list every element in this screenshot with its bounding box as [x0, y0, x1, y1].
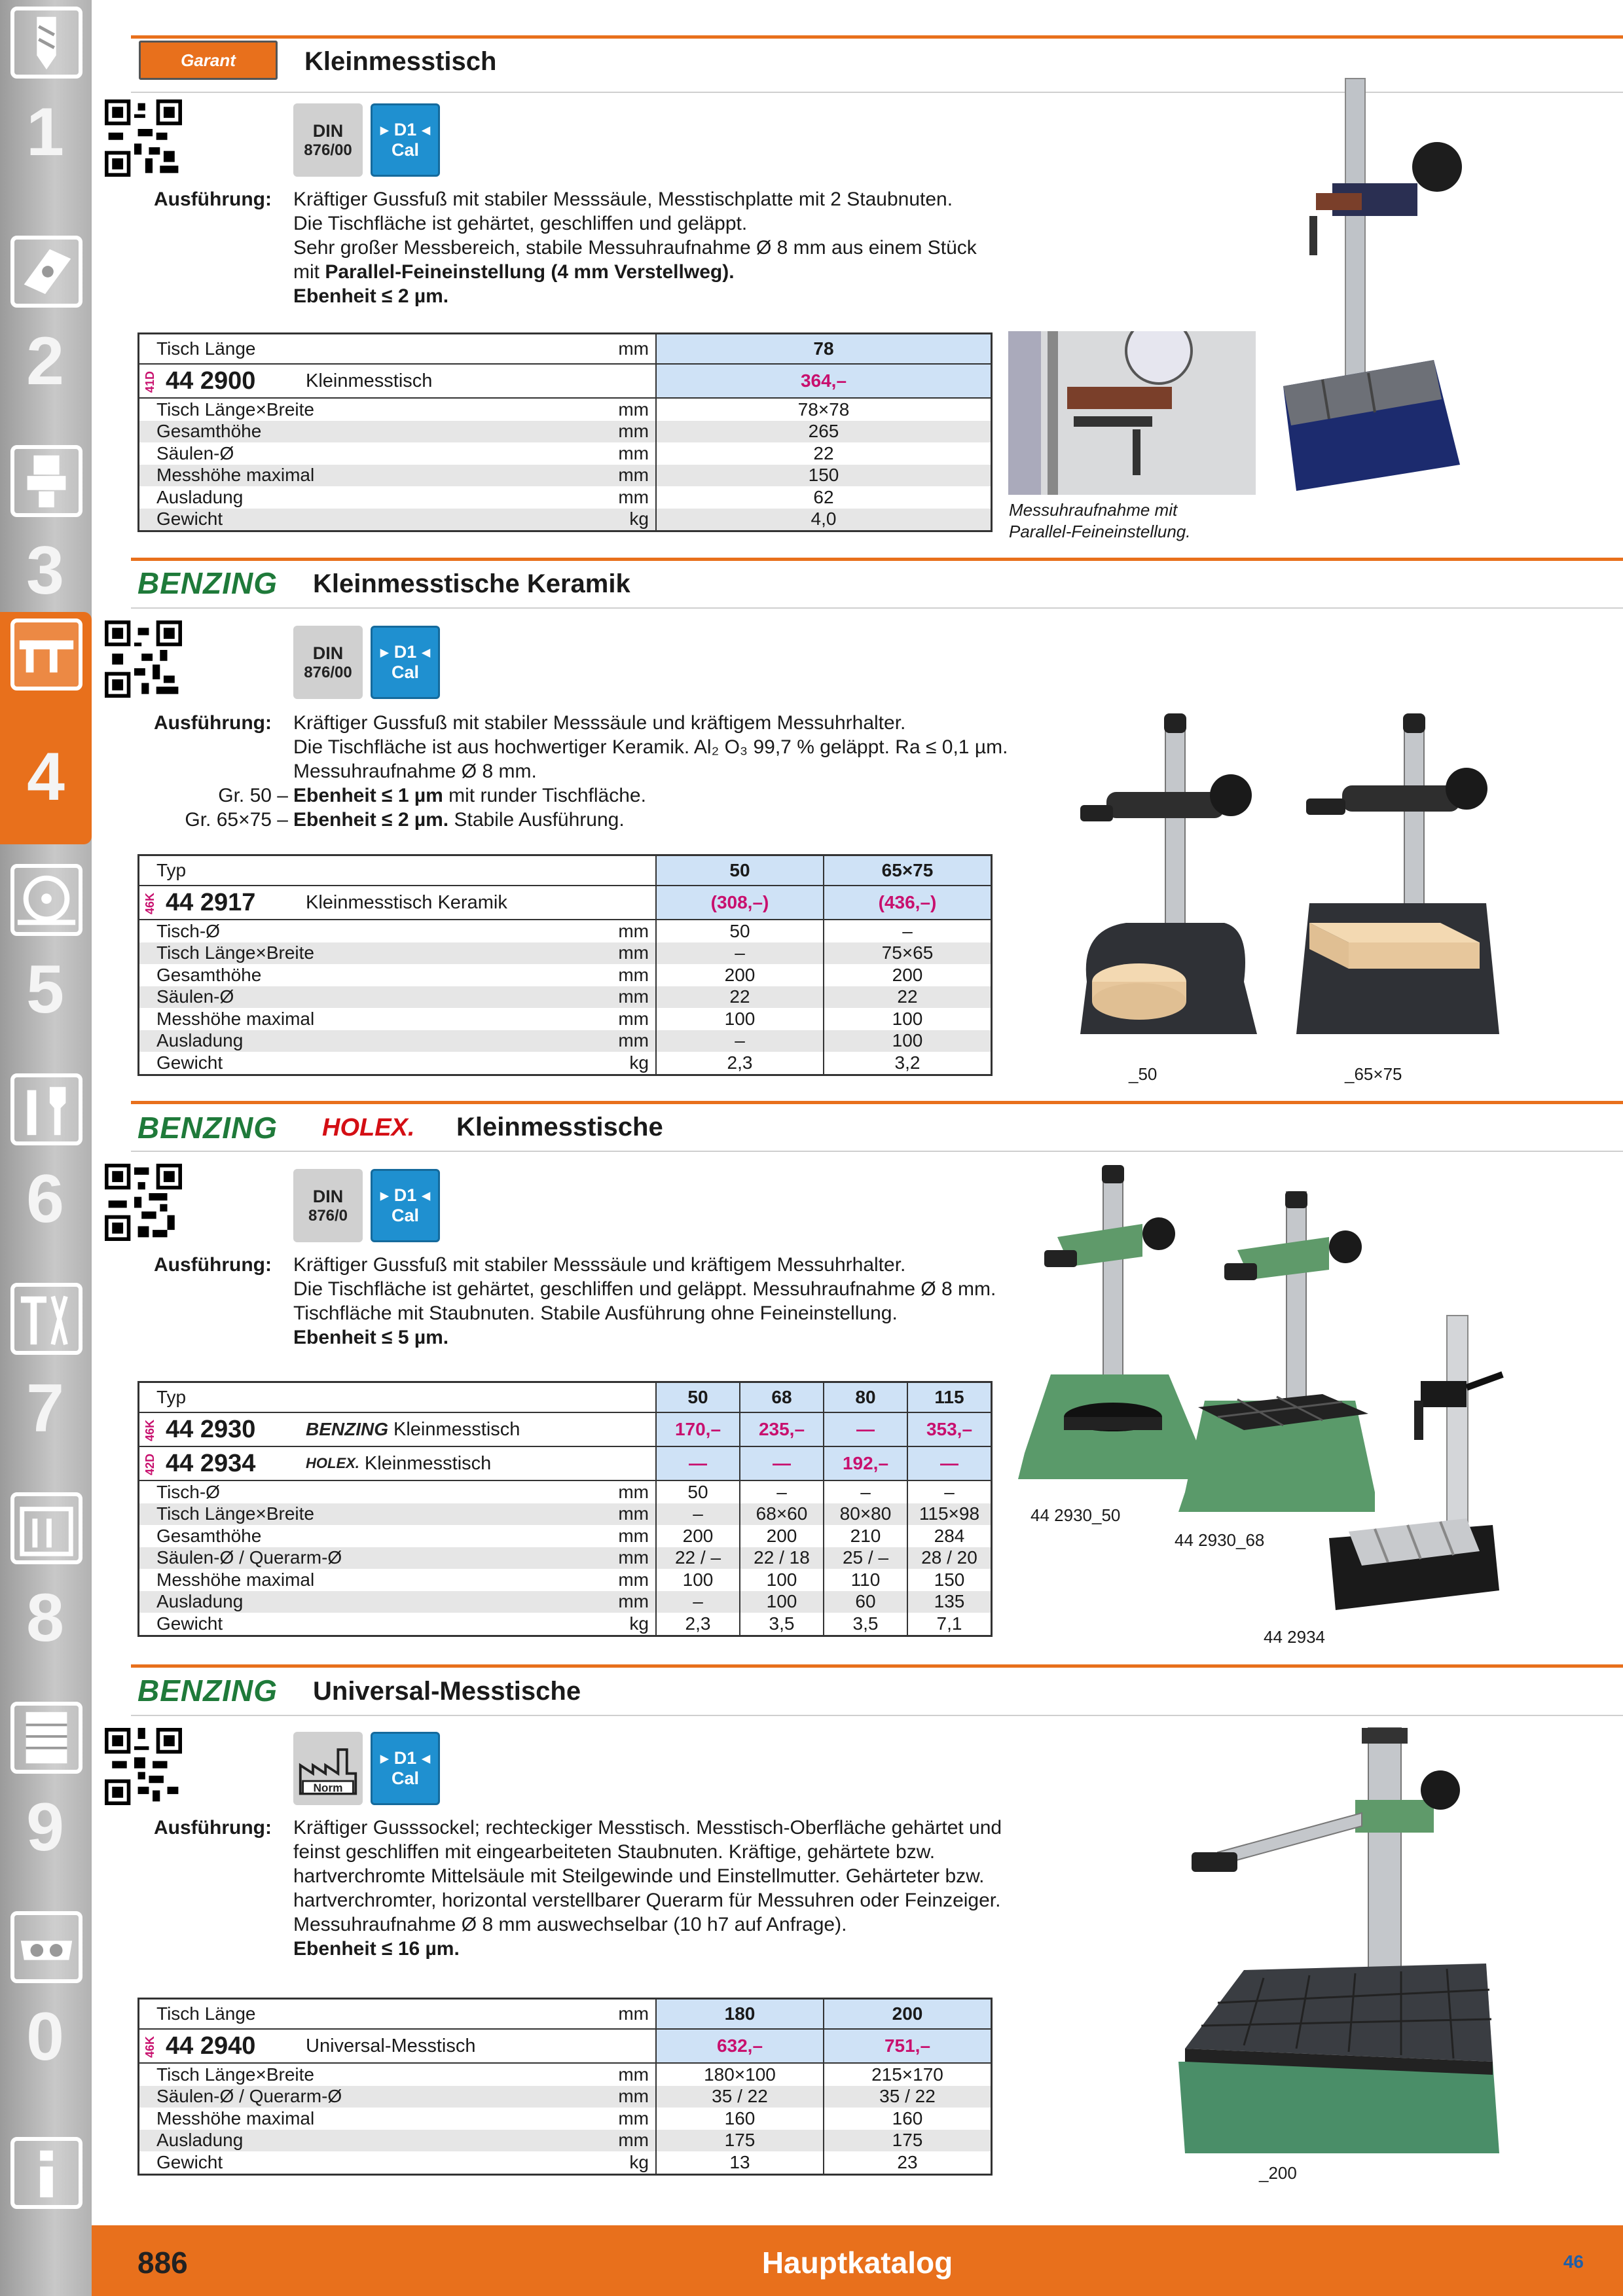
price: 751,– [823, 2030, 991, 2062]
spec-table: Typ 50 65×75 46K 44 2917 Kleinmesstisch Keramik (308,–) (436,–) Tisch-Ø mm 50 – Tisch Länge×Breite mm – 75×65 Gesamthöhe mm 200 200 Säulen-Ø mm 22 22 Messhöhe maximal mm 100 100 Ausladung mm – 100 Gewicht kg 2,3 3,2 [137, 854, 993, 1076]
chapter-tab-2[interactable] [5, 229, 85, 439]
catalog-title: Hauptkatalog [761, 2246, 953, 2280]
spec-table: Typ 50 68 80 115 46K 44 2930 BENZING Kleinmesstisch 170,– 235,– — 353,– 42D 44 2934 HOLEX. Kleinmesstisch — — 192,– — Tisch-Ø mm 50 – – – Tisch Länge×Breite mm – 68×60 80×80 115×98 Gesamthöhe mm 200 200 210 284 Säulen-Ø / Querarm-Ø mm 22 / – 22 / 18 25 / – 28 / 20 Messhöhe maximal mm 100 100 110 150 Ausladung mm – 100 60 135 Gewicht kg 2,3 3,5 3,5 7,1 [137, 1381, 993, 1637]
size-notes: Ebenheit ≤ 1 µm mit runder Tischfläche. Ebenheit ≤ 2 µm. Stabile Ausführung. [293, 785, 646, 831]
chapter-number: 7 [26, 1371, 64, 1446]
price: (308,–) [655, 886, 823, 919]
section-rule [131, 558, 1623, 561]
chapter-number: 8 [26, 1580, 64, 1656]
holex-logo: HOLEX. [322, 1114, 415, 1141]
section-divider [131, 1151, 1623, 1152]
price: 632,– [655, 2030, 823, 2062]
size-note-labels: Gr. 50 – Gr. 65×75 – [185, 785, 288, 831]
section-divider [131, 1715, 1623, 1716]
chapter-tab-7[interactable] [5, 1276, 85, 1486]
chapter-number: 4 [27, 739, 65, 815]
section-divider [131, 607, 1623, 609]
qr-code-icon[interactable] [105, 1164, 182, 1241]
chapter-number: 6 [26, 1161, 64, 1237]
article-row[interactable]: 41D 44 2900 Kleinmesstisch 364,– [139, 365, 991, 399]
price: — [739, 1447, 823, 1480]
price: 353,– [907, 1413, 991, 1446]
detail-photo-fine-adjustment [1008, 331, 1256, 495]
section-rule [131, 35, 1623, 39]
product-image-keramik-50 [1067, 707, 1264, 1047]
price: — [823, 1413, 907, 1446]
price: 170,– [655, 1413, 739, 1446]
product-image-keramik-65x75 [1290, 707, 1506, 1047]
garant-logo: Garant [139, 41, 278, 80]
calibration-badge: ▸ D1 ◂ Cal [371, 103, 440, 177]
price: 235,– [739, 1413, 823, 1446]
chapter-number: 9 [26, 1789, 64, 1865]
norm-badge-label: Norm [313, 1781, 343, 1795]
section-title: Kleinmesstisch [304, 47, 497, 76]
article-row[interactable]: 46K 44 2917 Kleinmesstisch Keramik (308,–) (436,–) [139, 886, 991, 920]
price: 192,– [823, 1447, 907, 1480]
price: — [907, 1447, 991, 1480]
product-image-universal-messtisch [1165, 1721, 1506, 2166]
drill-bit-icon [14, 10, 79, 75]
chapter-number: 1 [26, 94, 64, 170]
page-number: 886 [137, 2246, 188, 2280]
image-label: 44 2934 [1264, 1627, 1325, 1647]
section-rule [131, 1101, 1623, 1104]
page-ref[interactable]: 46 [1563, 2251, 1584, 2272]
safety-icon [14, 1915, 79, 1979]
calibration-badge: ▸ D1 ◂ Cal [371, 626, 440, 699]
ausfuehrung-label: Ausführung: [154, 1254, 272, 1276]
benzing-logo: BENZING [137, 566, 278, 600]
chapter-tab-0[interactable] [5, 1905, 85, 2114]
section-title: Kleinmesstische Keramik [313, 569, 630, 598]
info-icon [14, 2141, 79, 2205]
price: (436,–) [823, 886, 991, 919]
chapter-tab-info[interactable] [5, 2111, 85, 2296]
chapter-tab-1[interactable] [5, 0, 85, 209]
image-label: _200 [1259, 2163, 1297, 2183]
chapter-number: 3 [26, 533, 64, 609]
qr-code-icon[interactable] [105, 99, 182, 177]
chapter-tab-8[interactable] [5, 1486, 85, 1695]
article-row[interactable]: 46K 44 2930 BENZING Kleinmesstisch 170,– 235,– — 353,– [139, 1413, 991, 1447]
chapter-number: 2 [26, 323, 64, 399]
section-title: Kleinmesstische [456, 1113, 663, 1141]
chapter-tab-9[interactable] [5, 1695, 85, 1905]
image-label: _65×75 [1345, 1064, 1402, 1084]
ausfuehrung-label: Ausführung: [154, 188, 272, 210]
article-row[interactable]: 46K 44 2940 Universal-Messtisch 632,– 751,– [139, 2030, 991, 2064]
tool-case-icon [14, 1496, 79, 1560]
factory-icon [297, 1737, 359, 1800]
saw-blade-icon [14, 868, 79, 932]
insert-icon [14, 240, 79, 304]
ausfuehrung-label: Ausführung: [154, 1817, 272, 1839]
spec-table: Tisch Länge mm 78 41D 44 2900 Kleinmesstisch 364,– Tisch Länge×Breite mm 78×78 Gesamthöhe mm 265 Säulen-Ø mm 22 Messhöhe maximal mm 150 Ausladung mm 62 Gewicht kg 4,0 [137, 332, 993, 532]
section-rule [131, 1664, 1623, 1668]
product-image-442934 [1316, 1302, 1506, 1630]
chapter-sidebar [0, 0, 92, 2296]
wrench-icon [14, 1077, 79, 1141]
price: — [655, 1447, 739, 1480]
din-badge: DIN 876/0 [293, 1169, 363, 1242]
image-label: 44 2930_68 [1175, 1530, 1265, 1550]
image-label: 44 2930_50 [1030, 1505, 1121, 1525]
article-row[interactable]: 42D 44 2934 HOLEX. Kleinmesstisch — — 192,– — [139, 1447, 991, 1481]
calibration-badge: ▸ D1 ◂ Cal [371, 1169, 440, 1242]
description: Kräftiger Gussfuß mit stabiler Messsäule, Messtischplatte mit 2 Staubnuten. Die Tischfläche ist gehärtet, geschliffen und geläppt. Sehr großer Messbereich, stabile Messuhraufnahme Ø 8 mm aus einem Stück mit Parallel-Feineinstellung (4 mm Verstellweg). Ebenheit ≤ 2 µm. [293, 188, 977, 307]
qr-code-icon[interactable] [105, 1728, 182, 1805]
photo-caption: Messuhraufnahme mit Parallel-Feineinstellung. [1009, 500, 1191, 541]
spec-table: Tisch Länge mm 180 200 46K 44 2940 Universal-Messtisch 632,– 751,– Tisch Länge×Breite mm 180×100 215×170 Säulen-Ø / Querarm-Ø mm 35 / 22 35 / 22 Messhöhe maximal mm 160 160 Ausladung mm 175 175 Gewicht kg 13 23 [137, 1998, 993, 2176]
description: Kräftiger Gusssockel; rechteckiger Messtisch. Messtisch-Oberfläche gehärtet und feinst geschliffen mit eingearbeiteten Staubnuten. Kräftige, gehärtete bzw. hartverchromte Mittelsäule mit Steilgewinde und Einstellmutter. Gehärteter bzw. hartverchromter, horizontal verstellbarer Querarm für Messuhren oder Feinzeiger. Messuhraufnahme Ø 8 mm auswechselbar (10 h7 auf Anfrage). Ebenheit ≤ 16 µm. [293, 1817, 1002, 1960]
product-image-kleinmesstisch [1270, 72, 1467, 497]
description: Kräftiger Gussfuß mit stabiler Messsäule und kräftigem Messuhrhalter. Die Tischfläche ist gehärtet, geschliffen und geläppt. Messuhraufnahme Ø 8 mm. Tischfläche mit Staubnuten. Stabile Ausführung ohne Feineinstellung. Ebenheit ≤ 5 µm. [293, 1254, 996, 1348]
section-title: Universal-Messtische [313, 1677, 581, 1706]
chapter-tab-4[interactable] [0, 612, 92, 844]
calibration-badge: ▸ D1 ◂ Cal [371, 1732, 440, 1805]
footer-bar [92, 2225, 1623, 2296]
ausfuehrung-label: Ausführung: [154, 712, 272, 734]
pliers-icon [14, 1287, 79, 1351]
cabinet-icon [14, 1706, 79, 1770]
din-badge: DIN 876/00 [293, 103, 363, 177]
tool-holder-icon [14, 449, 79, 513]
benzing-logo: BENZING [137, 1111, 278, 1145]
image-label: _50 [1129, 1064, 1158, 1084]
price: 364,– [655, 365, 991, 397]
description: Kräftiger Gussfuß mit stabiler Messsäule und kräftigem Messuhrhalter. Die Tischfläche ist aus hochwertiger Keramik. Al₂ O₃ 99,7 % geläppt. Ra ≤ 0,1 µm. Messuhraufnahme Ø 8 mm. [293, 712, 1008, 782]
norm-badge [293, 1732, 363, 1805]
din-badge: DIN 876/00 [293, 626, 363, 699]
chapter-number: 5 [26, 952, 64, 1028]
qr-code-icon[interactable] [105, 620, 182, 698]
caliper-icon [14, 622, 79, 687]
chapter-number: 0 [26, 1999, 64, 2075]
benzing-logo: BENZING [137, 1674, 278, 1708]
chapter-tab-5[interactable] [5, 857, 85, 1067]
chapter-tab-6[interactable] [5, 1067, 85, 1276]
